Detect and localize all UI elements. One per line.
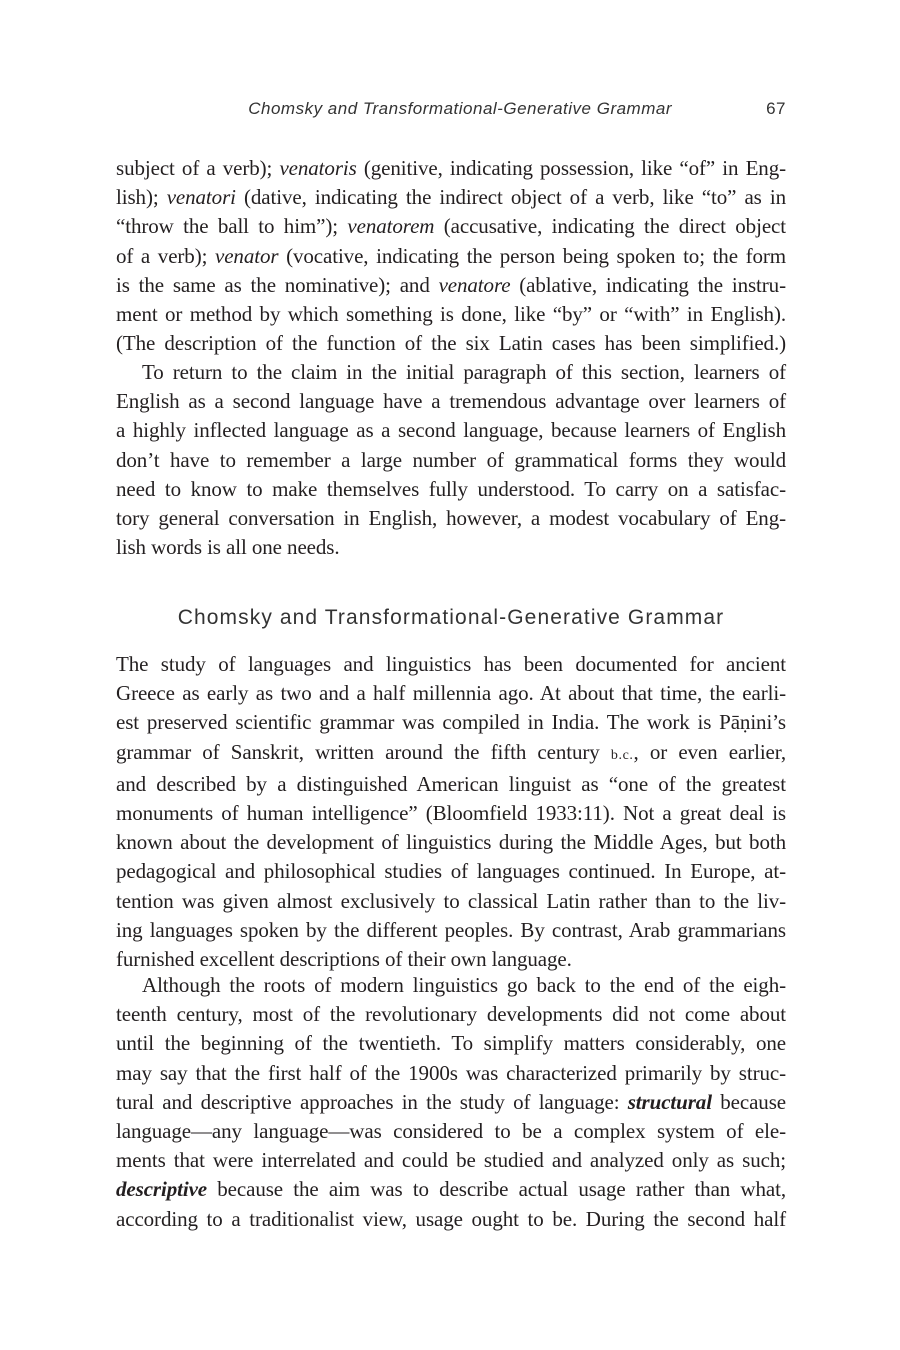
text-line: a highly inflected language as a second language, because learners of English <box>116 418 786 443</box>
text-line: tention was given almost exclusively to classical Latin rather than to the liv- <box>116 888 786 913</box>
paragraph-modern-linguistics <box>116 971 786 1234</box>
text-line: (The description of the function of the six Latin cases has been simplified.) <box>116 331 786 356</box>
text-line: lish); venatori (dative, indicating the indirect object of a verb, like “to” as in <box>116 185 786 210</box>
text-line: may say that the first half of the 1900s was characterized primarily by struc- <box>116 1060 786 1085</box>
text-line: Greece as early as two and a half millennia ago. At about that time, the earli- <box>116 681 786 706</box>
text-line: and described by a distinguished American linguist as “one of the greatest <box>116 771 786 796</box>
text-line: according to a traditionalist view, usage ought to be. During the second half <box>116 1206 786 1231</box>
text-line: tory general conversation in English, however, a modest vocabulary of Eng- <box>116 506 786 531</box>
text-line: “throw the ball to him”); venatorem (accusative, indicating the direct object <box>116 214 786 239</box>
text-line: need to know to make themselves fully understood. To carry on a satisfac- <box>116 476 786 501</box>
text-line: don’t have to remember a large number of grammatical forms they would <box>116 447 786 472</box>
paragraph-history-linguistics <box>116 650 786 974</box>
text-line: ment or method by which something is done, like “by” or “with” in English). <box>116 302 786 327</box>
text-line: language—any language—was considered to be a complex system of ele- <box>116 1119 786 1144</box>
page-number: 67 <box>766 99 786 118</box>
text-line: teenth century, most of the revolutionary developments did not come about <box>116 1002 786 1027</box>
term-structural: structural <box>627 1089 712 1114</box>
text-line: tural and descriptive approaches in the study of language: structural because <box>116 1089 786 1114</box>
text-line: ments that were interrelated and could be studied and analyzed only as such; <box>116 1148 786 1173</box>
text-line: To return to the claim in the initial paragraph of this section, learners of <box>142 360 786 384</box>
text-line: furnished excellent descriptions of their own language. <box>116 947 572 972</box>
text-line: ing languages spoken by the different peoples. By contrast, Arab grammarians <box>116 917 786 942</box>
running-header <box>116 99 786 125</box>
term-descriptive: descriptive <box>116 1177 208 1202</box>
text-line: pedagogical and philosophical studies of languages continued. In Europe, at- <box>116 859 786 884</box>
text-line: English as a second language have a tremendous advantage over learners of <box>116 389 786 414</box>
paragraph-english-advantage <box>116 358 786 562</box>
text-line: The study of languages and linguistics has been documented for ancient <box>116 652 786 676</box>
text-line: descriptive because the aim was to describe actual usage rather than what, <box>116 1177 786 1202</box>
text-line: is the same as the nominative); and venatore (ablative, indicating the instru- <box>116 272 786 297</box>
running-title: Chomsky and Transformational-Generative Grammar <box>248 99 672 118</box>
text-line: of a verb); venator (vocative, indicating the person being spoken to; the form <box>116 243 786 268</box>
text-line: lish words is all one needs. <box>116 535 340 560</box>
text-line: subject of a verb); venatoris (genitive, indicating possession, like “of” in Eng- <box>116 156 786 180</box>
text-line: Although the roots of modern linguistics go back to the end of the eigh- <box>142 973 786 997</box>
paragraph-latin-cases <box>116 154 786 358</box>
text-line: grammar of Sanskrit, written around the fifth century b.c., or even earlier, <box>116 739 786 764</box>
text-line: monuments of human intelligence” (Bloomfield 1933:11). Not a great deal is <box>116 801 786 826</box>
section-heading: Chomsky and Transformational-Generative Grammar <box>177 606 725 629</box>
text-line: until the beginning of the twentieth. To simplify matters considerably, one <box>116 1031 786 1056</box>
text-line: known about the development of linguistics during the Middle Ages, but both <box>116 830 786 855</box>
text-line: est preserved scientific grammar was compiled in India. The work is Pāṇini’s <box>116 710 786 735</box>
